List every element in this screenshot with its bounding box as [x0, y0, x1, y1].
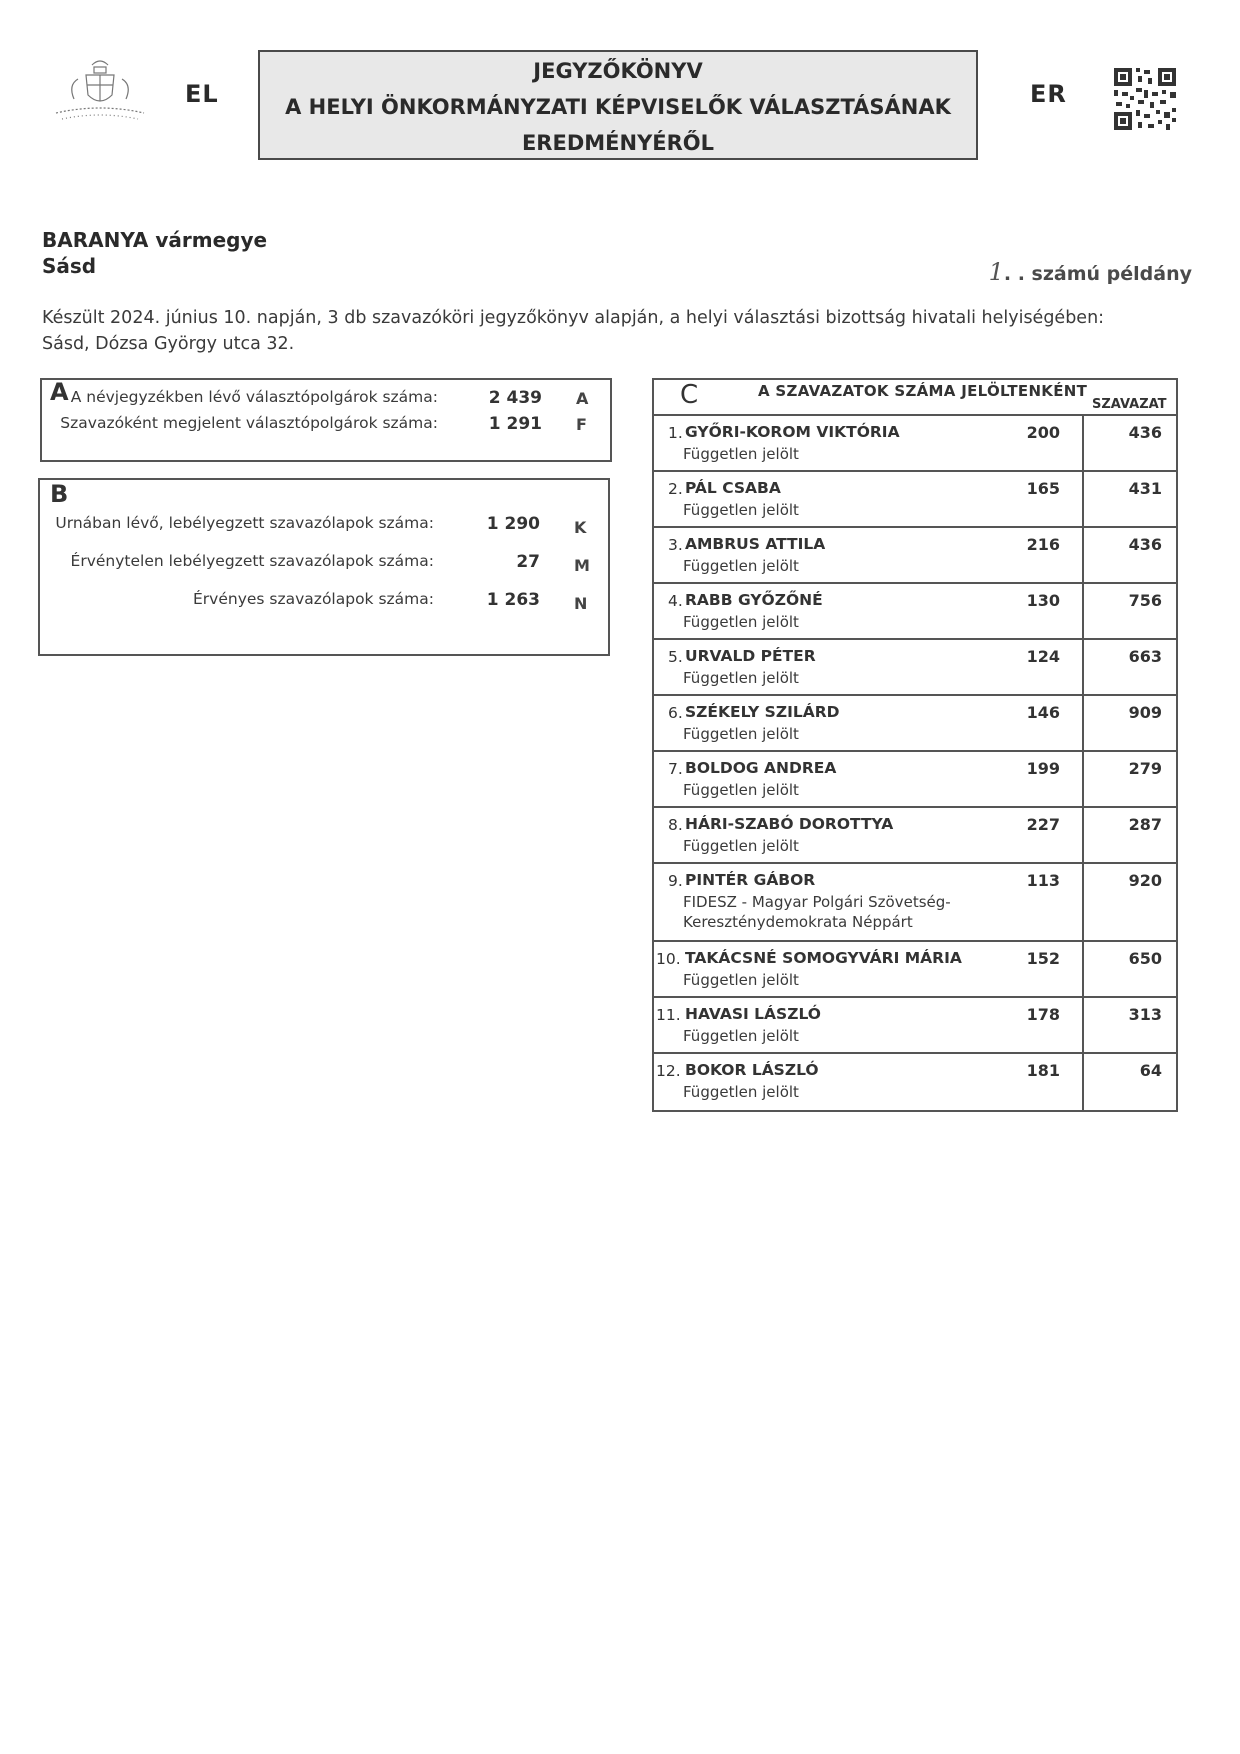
- document-title: [258, 50, 978, 160]
- title-line: JEGYZŐKÖNYV: [533, 59, 703, 83]
- voters-registered-label: A névjegyzékben lévő választópolgárok száma:: [70, 388, 438, 406]
- made-line: Sásd, Dózsa György utca 32.: [42, 334, 295, 354]
- candidate-votes: 199: [1026, 759, 1060, 778]
- candidate-name: RABB GYŐZŐNÉ: [685, 591, 823, 609]
- candidate-name: HAVASI LÁSZLÓ: [685, 1005, 821, 1023]
- valid-ballots-label: Érvényes szavazólapok száma:: [193, 590, 434, 608]
- voters-registered-value: 2 439: [488, 388, 542, 408]
- candidate-code: 279: [1128, 759, 1162, 778]
- box-b-letter: B: [50, 480, 69, 508]
- town-name: Sásd: [42, 254, 97, 278]
- candidate-name: PINTÉR GÁBOR: [685, 871, 816, 889]
- candidate-number: 3.: [668, 536, 683, 554]
- box-a-letter: A: [50, 378, 69, 406]
- candidate-number: 12.: [656, 1062, 681, 1080]
- candidate-number: 5.: [668, 648, 683, 666]
- voters-registered-code: A: [576, 389, 589, 408]
- candidate-party: Független jelölt: [683, 725, 799, 743]
- candidate-party: Független jelölt: [683, 501, 799, 519]
- voters-appeared-label: Szavazóként megjelent választópolgárok száma:: [60, 414, 438, 432]
- candidate-name: AMBRUS ATTILA: [685, 535, 826, 553]
- candidate-votes: 113: [1026, 871, 1060, 890]
- candidate-name: URVALD PÉTER: [685, 647, 816, 665]
- candidate-code: 436: [1128, 423, 1162, 442]
- candidate-row: [652, 528, 1178, 582]
- candidate-row: [652, 584, 1178, 638]
- candidate-number: 7.: [668, 760, 683, 778]
- made-statement: [42, 305, 1104, 357]
- invalid-ballots-value: 27: [516, 552, 540, 572]
- candidate-party: Független jelölt: [683, 971, 799, 989]
- county-name: BARANYA vármegye: [42, 228, 268, 252]
- candidate-number: 10.: [656, 950, 681, 968]
- title-line: A HELYI ÖNKORMÁNYZATI KÉPVISELŐK VÁLASZTÁSÁNAK: [285, 95, 951, 119]
- copy-number: [989, 258, 1192, 286]
- voters-appeared-code: F: [576, 415, 587, 434]
- candidate-code: 650: [1128, 949, 1162, 968]
- candidate-votes: 152: [1026, 949, 1060, 968]
- candidate-row: [652, 808, 1178, 862]
- candidate-name: PÁL CSABA: [685, 479, 781, 497]
- candidate-row: [652, 696, 1178, 750]
- candidate-votes: 181: [1026, 1061, 1060, 1080]
- candidate-code: 663: [1128, 647, 1162, 666]
- candidate-name: SZÉKELY SZILÁRD: [685, 703, 840, 721]
- copy-label: . . számú példány: [1003, 263, 1192, 285]
- candidate-party: Független jelölt: [683, 1027, 799, 1045]
- candidate-party: Független jelölt: [683, 557, 799, 575]
- box-c-letter: C: [680, 380, 699, 410]
- candidate-row: [652, 998, 1178, 1052]
- ballots-in-urn-code: K: [574, 518, 587, 537]
- candidate-number: 6.: [668, 704, 683, 722]
- candidate-code: 909: [1128, 703, 1162, 722]
- candidate-code: 756: [1128, 591, 1162, 610]
- candidate-code: 431: [1128, 479, 1162, 498]
- candidate-votes: 227: [1026, 815, 1060, 834]
- candidate-party: Független jelölt: [683, 613, 799, 631]
- qr-code-icon: [1112, 66, 1178, 132]
- candidate-row: [652, 416, 1178, 470]
- box-c-subheading: SZAVAZAT: [1092, 397, 1167, 412]
- candidate-name: BOKOR LÁSZLÓ: [685, 1061, 819, 1079]
- candidate-name: TAKÁCSNÉ SOMOGYVÁRI MÁRIA: [685, 949, 962, 967]
- candidate-votes: 216: [1026, 535, 1060, 554]
- candidate-number: 1.: [668, 424, 683, 442]
- ballots-in-urn-label: Urnában lévő, lebélyegzett szavazólapok száma:: [55, 514, 434, 532]
- handwritten-copy-number: 1: [988, 258, 1004, 286]
- candidate-number: 2.: [668, 480, 683, 498]
- valid-ballots-code: N: [574, 594, 588, 613]
- made-line: Készült 2024. június 10. napján, 3 db szavazóköri jegyzőkönyv alapján, a helyi választási bizottság hivatali helyiségében:: [42, 308, 1105, 328]
- candidate-row: [652, 752, 1178, 806]
- candidate-party: Független jelölt: [683, 445, 799, 463]
- candidate-row: [652, 864, 1178, 940]
- candidate-row: [652, 1054, 1178, 1110]
- coat-of-arms-icon: [50, 55, 150, 125]
- box-c-heading: A SZAVAZATOK SZÁMA JELÖLTENKÉNT: [758, 382, 1088, 400]
- candidate-name: HÁRI-SZABÓ DOROTTYA: [685, 815, 894, 833]
- candidate-party: Független jelölt: [683, 781, 799, 799]
- valid-ballots-value: 1 263: [486, 590, 540, 610]
- candidate-party: Független jelölt: [683, 1083, 799, 1101]
- candidate-code: 287: [1128, 815, 1162, 834]
- candidate-name: BOLDOG ANDREA: [685, 759, 837, 777]
- candidate-code: 64: [1139, 1061, 1162, 1080]
- candidate-row: [652, 640, 1178, 694]
- candidate-number: 8.: [668, 816, 683, 834]
- candidate-votes: 146: [1026, 703, 1060, 722]
- ballots-in-urn-value: 1 290: [486, 514, 540, 534]
- invalid-ballots-code: M: [574, 556, 590, 575]
- candidate-row: [652, 942, 1178, 996]
- candidate-row: [652, 472, 1178, 526]
- candidate-votes: 165: [1026, 479, 1060, 498]
- candidate-name: GYŐRI-KOROM VIKTÓRIA: [685, 423, 900, 441]
- candidate-party: FIDESZ - Magyar Polgári Szövetség-Kereszténydemokrata Néppárt: [683, 893, 951, 931]
- candidate-votes: 178: [1026, 1005, 1060, 1024]
- voters-appeared-value: 1 291: [488, 414, 542, 434]
- candidate-votes: 130: [1026, 591, 1060, 610]
- candidate-code: 436: [1128, 535, 1162, 554]
- candidate-number: 11.: [656, 1006, 681, 1024]
- candidate-votes: 124: [1026, 647, 1060, 666]
- candidate-party: Független jelölt: [683, 837, 799, 855]
- column-divider: [1082, 416, 1084, 1110]
- left-code: EL: [185, 80, 219, 108]
- title-line: EREDMÉNYÉRŐL: [521, 131, 715, 155]
- candidate-votes: 200: [1026, 423, 1060, 442]
- candidate-number: 9.: [668, 872, 683, 890]
- right-code: ER: [1030, 80, 1067, 108]
- candidate-number: 4.: [668, 592, 683, 610]
- candidate-code: 313: [1128, 1005, 1162, 1024]
- candidate-party: Független jelölt: [683, 669, 799, 687]
- candidate-code: 920: [1128, 871, 1162, 890]
- invalid-ballots-label: Érvénytelen lebélyegzett szavazólapok száma:: [70, 552, 434, 570]
